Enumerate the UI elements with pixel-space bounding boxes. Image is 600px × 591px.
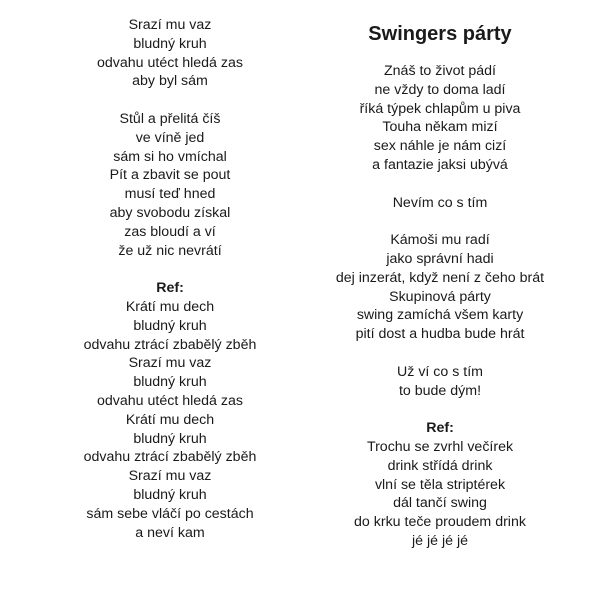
lyric-line: Touha někam mizí [382, 119, 498, 136]
lyric-line: bludný kruh [133, 486, 207, 503]
lyric-line: bludný kruh [133, 317, 207, 334]
right-stanza-1 [295, 62, 585, 175]
lyric-line: sex náhle je nám cizí [373, 138, 507, 155]
spacer [295, 46, 585, 62]
lyric-line: sám si ho vmíchal [113, 148, 227, 165]
lyric-line: pití dost a hudba bude hrát [355, 326, 525, 343]
left-stanza-2 [20, 110, 320, 260]
lyric-line: dál tančí swing [393, 495, 487, 512]
stanza-gap [295, 344, 585, 363]
lyric-line: Znáš to život pádí [384, 63, 496, 79]
right-stanza-2 [295, 231, 585, 344]
left-stanza-1 [20, 16, 320, 91]
lyric-line: zas bloudí a ví [124, 223, 216, 240]
lyric-line: sám sebe vláčí po cestách [86, 505, 254, 522]
lyric-line: že už nic nevrátí [118, 242, 222, 259]
lyric-line: to bude dým! [398, 382, 482, 399]
lyric-line: bludný kruh [133, 374, 207, 391]
left-lyrics-column [20, 0, 320, 542]
lyric-line: Srazí mu vaz [128, 17, 212, 33]
lyric-line: odvahu utéct hledá zas [97, 392, 243, 409]
refrain-label: Ref: [426, 420, 454, 437]
lyric-line: bludný kruh [133, 430, 207, 447]
lyric-line: Srazí mu vaz [128, 355, 212, 372]
lyric-line: Trochu se zvrhl večírek [366, 438, 514, 455]
lyric-line: drink střídá drink [387, 457, 493, 474]
lyric-line: odvahu utéct hledá zas [97, 54, 243, 71]
lyric-line: Už ví co s tím [397, 363, 483, 380]
stanza-gap [295, 212, 585, 231]
lyric-line: musí teď hned [124, 186, 216, 203]
lyric-line: aby svobodu získal [109, 204, 231, 221]
lyric-line: ve víně jed [135, 129, 205, 146]
spacer [295, 0, 585, 22]
lyric-line: Nevím co s tím [392, 194, 488, 211]
lyric-line: do krku teče proudem drink [354, 514, 526, 531]
lyric-line: bludný kruh [133, 35, 207, 52]
lyric-line: jé jé jé jé [412, 532, 468, 549]
lyric-line: Pít a zbavit se pout [109, 167, 231, 184]
lyric-line: Stůl a přelitá číš [119, 110, 221, 127]
lyric-line: jako správní hadi [386, 250, 494, 267]
lyric-line: dej inzerát, když není z čeho brát [335, 269, 545, 286]
lyric-line: Krátí mu dech [125, 298, 215, 315]
lyric-line: a fantazie jaksi ubývá [372, 156, 508, 173]
stanza-gap [20, 260, 320, 279]
lyric-line: aby byl sám [132, 73, 208, 90]
stanza-gap [295, 175, 585, 194]
song-title: Swingers párty [368, 23, 512, 45]
lyric-line: Skupinová párty [389, 288, 491, 305]
lyric-line: ne vždy to doma ladí [374, 81, 506, 98]
lyric-line: odvahu ztrácí zbabělý zběh [83, 336, 257, 353]
lyric-line: říká týpek chlapům u piva [359, 100, 521, 117]
stanza-gap [295, 400, 585, 419]
lyric-line: a neví kam [135, 524, 205, 541]
right-stanza-3 [295, 363, 585, 401]
lyric-line: Kámoši mu radí [390, 232, 490, 249]
lyric-line: odvahu ztrácí zbabělý zběh [83, 449, 257, 466]
right-refrain [295, 419, 585, 551]
lyric-line: Krátí mu dech [125, 411, 215, 428]
stanza-gap [20, 91, 320, 110]
lyric-line: swing zamíchá všem karty [356, 307, 524, 324]
spacer [20, 0, 320, 16]
left-refrain [20, 279, 320, 542]
right-lyrics-column [295, 0, 585, 551]
refrain-label: Ref: [156, 280, 184, 297]
lyric-line: Srazí mu vaz [128, 468, 212, 485]
lyric-line: vlní se těla striptérek [374, 476, 506, 493]
